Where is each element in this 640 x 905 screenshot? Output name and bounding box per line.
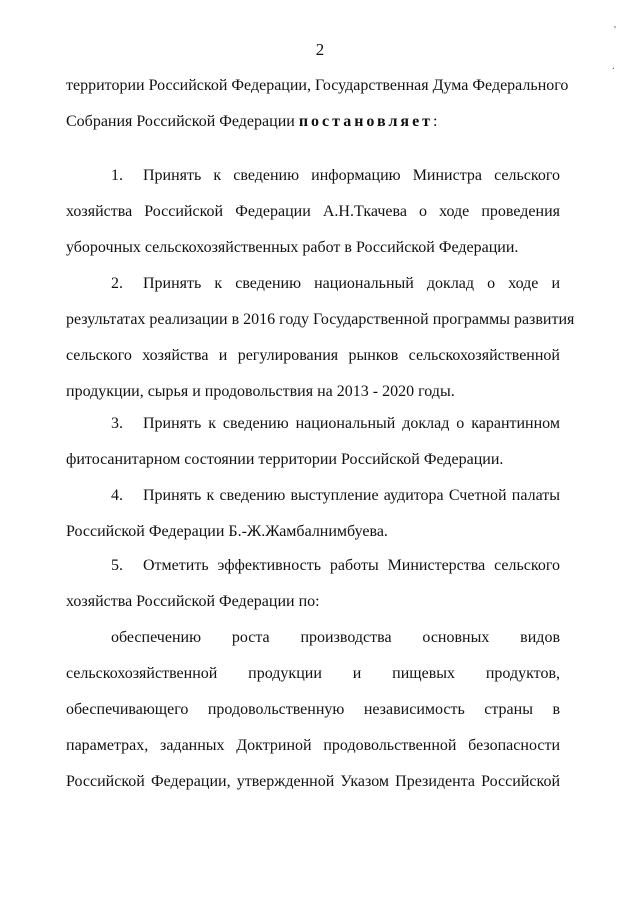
page-number: 2 xyxy=(315,40,325,59)
text-line: территории Российской Федерации, Государственная Дума Федерального xyxy=(66,77,569,94)
text-line: параметрах, заданных Доктриной продовольственной безопасности xyxy=(66,737,560,754)
intro-text: Собрания Российской Федерации xyxy=(66,113,299,130)
text-line: обеспечению роста производства основных видов xyxy=(111,629,560,646)
text-line: хозяйства Российской Федерации по: xyxy=(66,593,320,610)
colon: : xyxy=(433,113,438,130)
margin-mark-bottom: . xyxy=(612,60,615,72)
text-line: Российской Федерации Б.-Ж.Жамбалнимбуева. xyxy=(66,523,388,540)
item-number: 4. xyxy=(111,487,123,504)
text-line: фитосанитарном состоянии территории Российской Федерации. xyxy=(66,451,504,468)
item-5 xyxy=(66,548,560,620)
text-line xyxy=(66,548,560,584)
text-line: уборочных сельскохозяйственных работ в Российской Федерации. xyxy=(66,239,519,256)
text-line: сельскохозяйственной продукции и пищевых продуктов, xyxy=(66,665,560,682)
text-line: продукции, сырья и продовольствия на 2013 - 2020 годы. xyxy=(66,383,455,400)
text-line xyxy=(66,406,560,442)
text-line xyxy=(66,266,560,302)
text-line xyxy=(66,478,560,514)
text-line: результатах реализации в 2016 году Государственной программы развития xyxy=(66,311,575,328)
item-2 xyxy=(66,266,575,410)
text-line: обеспечивающего продовольственную независимость страны в xyxy=(66,701,560,718)
item-first-line: Принять к сведению выступление аудитора Счетной палаты xyxy=(143,487,560,504)
resolution-keyword: постановляет xyxy=(298,113,434,130)
item-3 xyxy=(66,406,560,478)
item-number: 1. xyxy=(111,167,123,184)
item-1 xyxy=(66,158,560,266)
item-first-line: Принять к сведению национальный доклад о карантинном xyxy=(143,415,560,432)
item-number: 5. xyxy=(111,557,123,574)
text-line: сельского хозяйства и регулирования рынков сельскохозяйственной xyxy=(66,347,560,364)
intro-paragraph xyxy=(66,68,569,140)
text-line: хозяйства Российской Федерации А.Н.Ткачева о ходе проведения xyxy=(66,203,560,220)
item-first-line: Принять к сведению национальный доклад о ходе и xyxy=(143,275,560,292)
item-first-line: Принять к сведению информацию Министра сельского xyxy=(143,167,560,184)
item-number: 2. xyxy=(111,275,123,292)
item-4 xyxy=(66,478,560,550)
text-line xyxy=(66,158,560,194)
text-line xyxy=(66,104,560,140)
item-first-line: Отметить эффективность работы Министерства сельского xyxy=(143,557,560,574)
item-number: 3. xyxy=(111,415,123,432)
text-line: Российской Федерации, утвержденной Указом Президента Российской xyxy=(66,773,560,790)
sub-paragraph xyxy=(66,620,560,800)
margin-mark-top: ' xyxy=(614,24,616,36)
